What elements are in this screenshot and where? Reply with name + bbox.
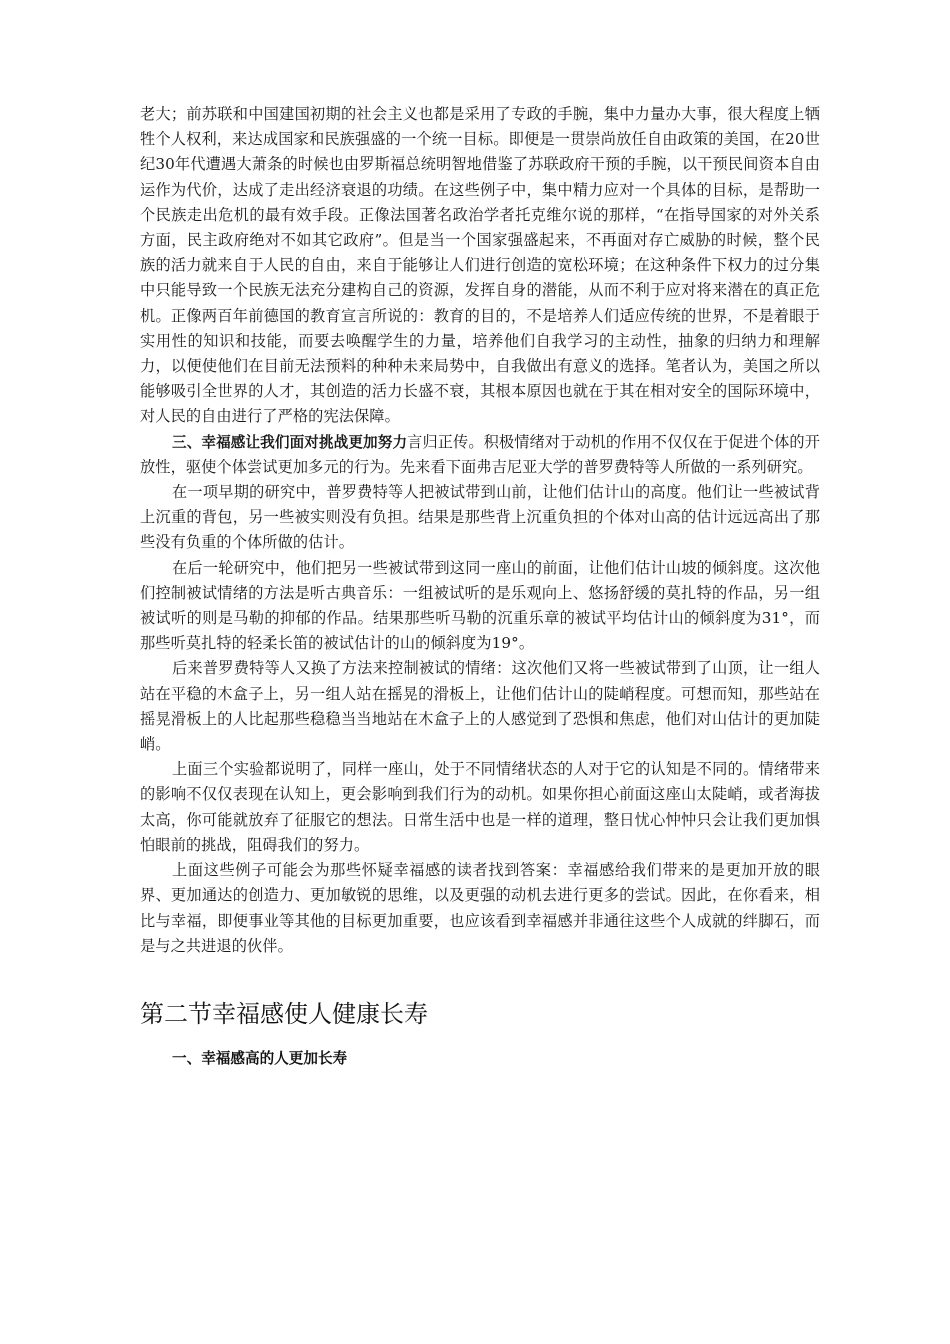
paragraph-music-study: 在后一轮研究中，他们把另一些被试带到这同一座山的前面，让他们估计山坡的倾斜度。这次他们控制被试情绪的方法是听古典音乐：一组被试听的是乐观向上、悠扬舒缓的莫扎特的作品，另一组被试听的则是马勒的抑郁的作品。结果那些听马勒的沉重乐章的被试平均估计山的倾斜度为31°，而那些听莫扎特的轻柔长笛的被试估计的山的倾斜度为19°。	[140, 558, 820, 653]
sub-heading: 一、幸福感高的人更加长寿	[172, 1049, 348, 1067]
paragraph-section-three	[140, 430, 820, 480]
section-heading: 第二节幸福感使人健康长寿	[140, 999, 428, 1028]
section-three-heading: 三、幸福感让我们面对挑战更加努力	[172, 433, 408, 451]
document-page	[140, 102, 820, 1071]
paragraph-conclusion-emotion: 上面三个实验都说明了，同样一座山，处于不同情绪状态的人对于它的认知是不同的。情绪带来的影响不仅仅表现在认知上，更会影响到我们行为的动机。如果你担心前面这座山太陡峭，或者海拔太高，你可能就放弃了征服它的想法。日常生活中也是一样的道理，整日忧心忡忡只会让我们更加惧怕眼前的挑战，阻碍我们的努力。	[140, 760, 820, 854]
paragraph-skateboard-study: 后来普罗费特等人又换了方法来控制被试的情绪：这次他们又将一些被试带到了山顶，让一组人站在平稳的木盒子上，另一组人站在摇晃的滑板上，让他们估计山的陡峭程度。可想而知，那些站在摇晃滑板上的人比起那些稳稳当当地站在木盒子上的人感觉到了恐惧和焦虑，他们对山估计的更加陡峭。	[140, 659, 820, 754]
paragraph-conclusion-happiness: 上面这些例子可能会为那些怀疑幸福感的读者找到答案：幸福感给我们带来的是更加开放的眼界、更加通达的创造力、更加敏锐的思维，以及更强的动机去进行更多的尝试。因此，在你看来，相比与幸福，即便事业等其他的目标更加重要，也应该看到幸福感并非通往这些个人成就的绊脚石，而是与之共进退的伙伴。	[140, 861, 820, 955]
paragraph-continuation: 老大；前苏联和中国建国初期的社会主义也都是采用了专政的手腕，集中力量办大事，很大程度上牺牲个人权利，来达成国家和民族强盛的一个统一目标。即便是一贯崇尚放任自由政策的美国，在20世纪30年代遭遇大萧条的时候也由罗斯福总统明智地借鉴了苏联政府干预的手腕，以干预民间资本自由运作为代价，达成了走出经济衰退的功绩。在这些例子中，集中精力应对一个具体的目标，是帮助一个民族走出危机的最有效手段。正像法国著名政治学者托克维尔说的那样，“在指导国家的对外关系方面，民主政府绝对不如其它政府”。但是当一个国家强盛起来，不再面对存亡威胁的时候，整个民族的活力就来自于人民的自由，来自于能够让人们进行创造的宽松环境；在这种条件下权力的过分集中只能导致一个民族无法充分建构自己的资源，发挥自身的潜能，从而不利于应对将来潜在的真正危机。正像两百年前德国的教育宣言所说的：教育的目的，不是培养人们适应传统的世界，不是着眼于实用性的知识和技能，而要去唤醒学生的力量，培养他们自我学习的主动性，抽象的归纳力和理解力，以便使他们在目前无法预料的种种未来局势中，自我做出有意义的选择。笔者认为，美国之所以能够吸引全世界的人才，其创造的活力长盛不衰，其根本原因也就在于其在相对安全的国际环境中，对人民的自由进行了严格的宪法保障。	[140, 105, 820, 426]
paragraph-backpack-study: 在一项早期的研究中，普罗费特等人把被试带到山前，让他们估计山的高度。他们让一些被试背上沉重的背包，另一些被实则没有负担。结果是那些背上沉重负担的个体对山高的估计远远高出了那些没有负重的个体所做的估计。	[140, 483, 820, 552]
section-three-intro: 言归正传。积极情绪对于动机的作用不仅仅在于促进个体的开放性，驱使个体尝试更加多元的行为。先来看下面弗吉尼亚大学的普罗费特等人所做的一系列研究。	[140, 432, 820, 476]
